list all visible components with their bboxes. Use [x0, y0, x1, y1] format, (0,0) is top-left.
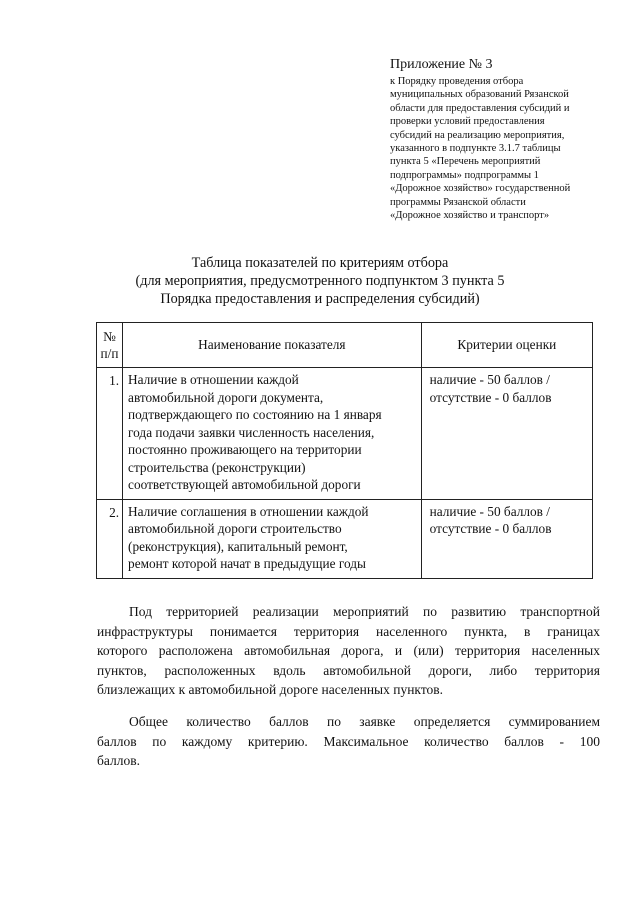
indicator-name-line: строительства (реконструкции) [128, 459, 306, 475]
indicator-name-line: Наличие в отношении каждой [128, 372, 299, 387]
criteria-line: наличие - 50 баллов / [429, 372, 550, 387]
indicator-name [123, 368, 422, 500]
indicator-name-line: подтверждающего по состоянию на 1 января [128, 407, 382, 422]
table-title [40, 254, 600, 308]
appendix-line: программы Рязанской области [390, 196, 526, 208]
appendix-line: области для предоставления субсидий и [390, 102, 570, 114]
appendix-line: субсидий на реализацию мероприятия, [390, 129, 565, 141]
indicator-name-line: года подачи заявки численность населения, [128, 424, 375, 440]
appendix-block [390, 56, 615, 222]
paragraph-line: баллов по каждому критерию. Максимальное количество баллов - 100 [97, 733, 600, 749]
evaluation-criteria [421, 368, 592, 500]
header-name: Наименование показателя [123, 323, 422, 368]
appendix-line: указанного в подпункте 3.1.7 таблицы [390, 143, 561, 155]
appendix-line: пункта 5 «Перечень мероприятий [390, 156, 541, 168]
indicator-name-line: Наличие соглашения в отношении каждой [128, 503, 369, 519]
paragraph-line: близлежащих к автомобильной дороге населенных пунктов. [97, 682, 444, 697]
appendix-line: «Дорожное хозяйство и транспорт» [390, 210, 550, 222]
indicator-name-line: ремонт которой начат в предыдущие годы [128, 556, 366, 571]
indicator-name-line: автомобильной дороги строительство [128, 521, 342, 536]
criteria-line: наличие - 50 баллов / [429, 503, 550, 519]
paragraph-line: инфраструктуры понимается территория населенного пункта, в границах [97, 623, 600, 639]
paragraph-line: баллов. [97, 753, 140, 768]
criteria-table [96, 322, 593, 579]
table-row [97, 499, 593, 578]
paragraph-line: Общее количество баллов по заявке определяется суммированием [129, 714, 600, 729]
table-header-row [97, 323, 593, 368]
paragraph-line: Под территорией реализации мероприятий по развитию транспортной [129, 604, 600, 619]
appendix-line: муниципальных образований Рязанской [390, 89, 569, 101]
indicator-name-line: постоянно проживающего на территории [128, 442, 362, 457]
table-title-line: Таблица показателей по критериям отбора [191, 255, 449, 271]
criteria-line: отсутствие - 0 баллов [429, 389, 552, 405]
table-title-line: (для мероприятия, предусмотренного подпунктом 3 пункта 5 [135, 273, 505, 289]
header-number-line: п/п [100, 346, 119, 361]
appendix-title: Приложение № 3 [390, 57, 493, 72]
paragraph-total-score [97, 712, 600, 771]
header-number-line: № [103, 328, 116, 344]
paragraph-line: пунктов, расположенных вдоль автомобильной дороги, либо территория [97, 662, 600, 678]
paragraph-territory [97, 602, 600, 700]
appendix-line: проверки условий предоставления [390, 116, 545, 128]
row-number: 2. [97, 499, 123, 578]
criteria-line: отсутствие - 0 баллов [429, 521, 552, 536]
header-number [97, 323, 123, 368]
header-criteria: Критерии оценки [421, 323, 592, 368]
appendix-line: к Порядку проведения отбора [390, 76, 524, 87]
indicator-name-line: автомобильной дороги документа, [128, 389, 324, 405]
appendix-line: подпрограммы» подпрограммы 1 [390, 169, 539, 181]
table-row [97, 368, 593, 500]
table-title-line: Порядка предоставления и распределения субсидий) [160, 291, 480, 307]
indicator-name-line: (реконструкция), капитальный ремонт, [128, 538, 348, 554]
indicator-name-line: соответствующей автомобильной дороги [128, 477, 361, 492]
indicator-name [123, 499, 422, 578]
row-number: 1. [97, 368, 123, 500]
evaluation-criteria [421, 499, 592, 578]
appendix-line: «Дорожное хозяйство» государственной [390, 183, 571, 195]
paragraph-line: которого расположена автомобильная дорога, и (или) территория населенных [97, 643, 600, 658]
